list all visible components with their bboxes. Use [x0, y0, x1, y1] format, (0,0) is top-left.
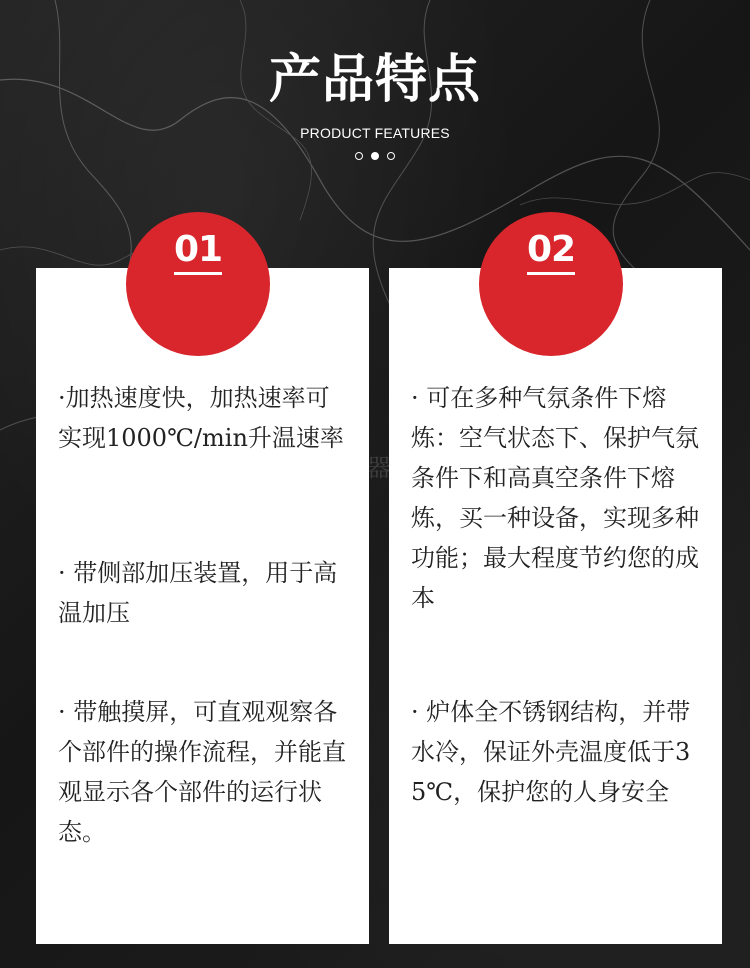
faint-watermark: 器 — [367, 454, 391, 482]
feature-item-1-2: · 带侧部加压装置，用于高温加压 — [58, 559, 338, 627]
section-header — [0, 48, 750, 142]
feature-item-1-3: · 带触摸屏，可直观观察各个部件的操作流程，并能直观显示各个部件的运行状态。 — [58, 698, 346, 846]
feature-card-1 — [36, 229, 369, 944]
feature-item-2-1: · 可在多种气氛条件下熔炼：空气状态下、保护气氛条件下和高真空条件下熔炼，买一种设备，实现多种功能；最大程度节约您的成本 — [411, 384, 699, 612]
feature-number-2: 02 — [527, 232, 575, 275]
feature-item-1-1: ·加热速度快，加热速率可实现1000℃/min升温速率 — [58, 384, 344, 452]
page-indicator — [0, 152, 750, 160]
feature-number-badge-1 — [126, 212, 270, 356]
indicator-dot-active — [371, 152, 379, 160]
indicator-dot-right — [387, 152, 395, 160]
feature-card-2 — [389, 229, 722, 944]
feature-number-1: 01 — [174, 232, 222, 275]
page-subtitle: PRODUCT FEATURES — [300, 125, 450, 141]
indicator-dot-left — [355, 152, 363, 160]
feature-number-badge-2 — [479, 212, 623, 356]
page-title: 产品特点 — [268, 50, 481, 110]
feature-item-2-2: · 炉体全不锈钢结构，并带水冷，保证外壳温度低于35℃，保护您的人身安全 — [411, 698, 691, 806]
